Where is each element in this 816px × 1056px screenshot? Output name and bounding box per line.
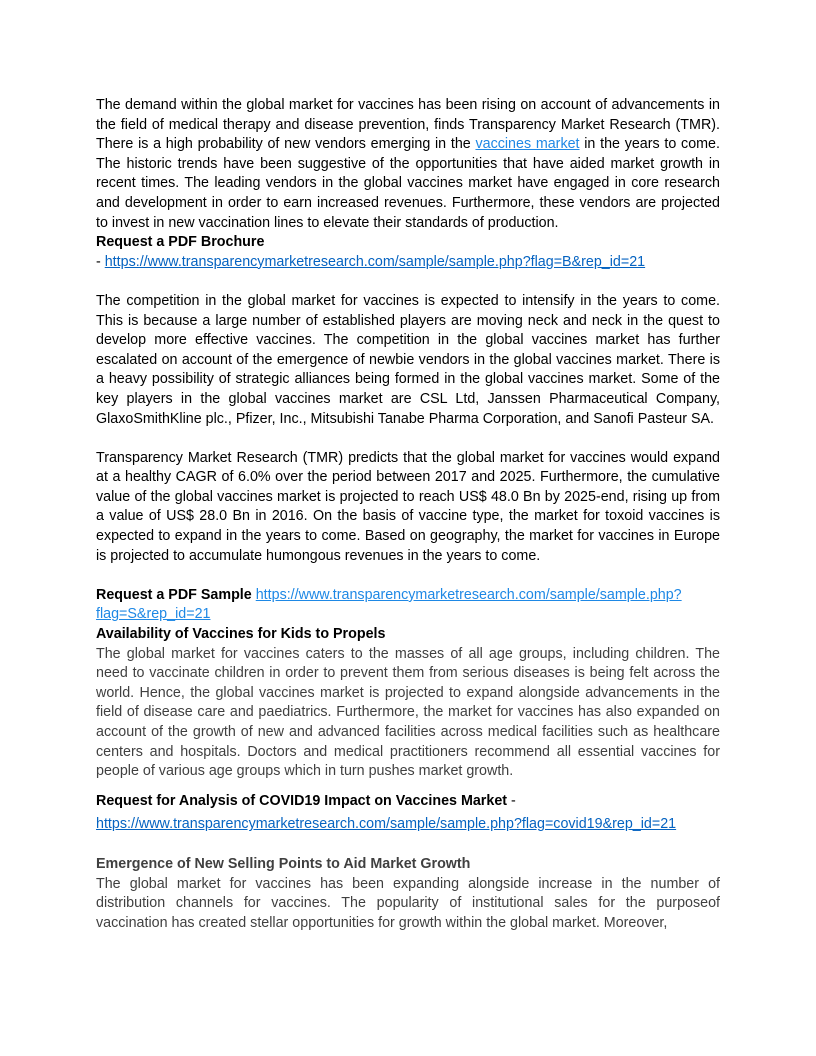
- kids-section-body: The global market for vaccines caters to the masses of all age groups, including children. The need to vaccinate children in order to prevent them from serious diseases is being felt across the world. Hence, the global vaccines market is projected to expand alongside advancements in the field of disease care and paediatrics. Furthermore, the market for vaccines has also expanded on account of the growth of new and advanced facilities across medical facilities such as healthcare centers and hospitals. Doctors and medical practitioners recommend all essential vaccines for people of various age groups which in turn pushes market growth.: [96, 645, 720, 780]
- intro-text-start: The demand within the global market for vaccines has been rising on account of advancements in the field of medical therapy and disease prevention, finds Transparency Market Research (TMR). There is a high probability of new vendors emerging in the: [96, 97, 720, 153]
- forecast-paragraph: Transparency Market Research (TMR) predicts that the global market for vaccines would expand at a healthy CAGR of 6.0% over the period between 2017 and 2025. Furthermore, the cumulative value of the global vaccines market is projected to reach US$ 48.0 Bn by 2025-end, rising up from a value of US$ 28.0 Bn in 2016. On the basis of vaccine type, the market for toxoid vaccines is expected to expand in the years to come. Based on geography, the market for vaccines in Europe is projected to accumulate humongous revenues in the years to come.: [96, 449, 720, 564]
- sample-link-continuation[interactable]: flag=S&rep_id=21: [96, 606, 211, 623]
- sample-heading: Request a PDF Sample: [96, 586, 252, 603]
- document-page: [96, 96, 720, 933]
- intro-text-end: in the years to come. The historic trends have been suggestive of the opportunities that have aided market growth in recent times. The leading vendors in the global vaccines market have engaged in core research and development in order to earn increased revenues. Furthermore, these vendors are projected to invest in new vaccination lines to elevate their standards of production.: [96, 136, 720, 231]
- competition-paragraph: The competition in the global market for vaccines is expected to intensify in the years to come. This is because a large number of established players are moving neck and neck in the quest to develop more effective vaccines. The competition in the global vaccines market has further escalated on account of the emergence of newbie vendors in the global vaccines market. There is a heavy possibility of strategic alliances being formed in the global vaccines market. Some of the key players in the global vaccines market are CSL Ltd, Janssen Pharmaceutical Company, GlaxoSmithKline plc., Pfizer, Inc., Mitsubishi Tanabe Pharma Corporation, and Sanofi Pasteur SA.: [96, 292, 720, 427]
- brochure-link-line: [96, 253, 720, 273]
- selling-points-heading: Emergence of New Selling Points to Aid Market Growth: [96, 855, 471, 872]
- intro-paragraph: [96, 96, 720, 233]
- covid-dash: -: [507, 792, 516, 809]
- sample-request-line: [96, 586, 720, 606]
- vaccines-market-link[interactable]: vaccines market: [475, 136, 580, 153]
- brochure-link[interactable]: https://www.transparencymarketresearch.com/sample/sample.php?flag=B&rep_id=21: [104, 253, 646, 270]
- brochure-heading: Request a PDF Brochure: [96, 234, 265, 251]
- covid-link[interactable]: https://www.transparencymarketresearch.com/sample/sample.php?flag=covid19&rep_id=21: [96, 816, 677, 833]
- covid-heading: Request for Analysis of COVID19 Impact on Vaccines Market: [96, 792, 508, 809]
- sample-link[interactable]: https://www.transparencymarketresearch.com/sample/sample.php?: [255, 586, 682, 603]
- kids-section-heading: Availability of Vaccines for Kids to Propels: [96, 626, 386, 643]
- covid-link-line: [96, 815, 720, 835]
- sample-link-continuation-line: [96, 605, 720, 625]
- selling-points-body: The global market for vaccines has been expanding alongside increase in the number of distribution channels for vaccines. The popularity of institutional sales for the purposeof vaccination has created stellar opportunities for growth within the global market. Moreover,: [96, 875, 720, 931]
- covid-heading-line: [96, 792, 720, 812]
- brochure-dash: -: [96, 253, 105, 270]
